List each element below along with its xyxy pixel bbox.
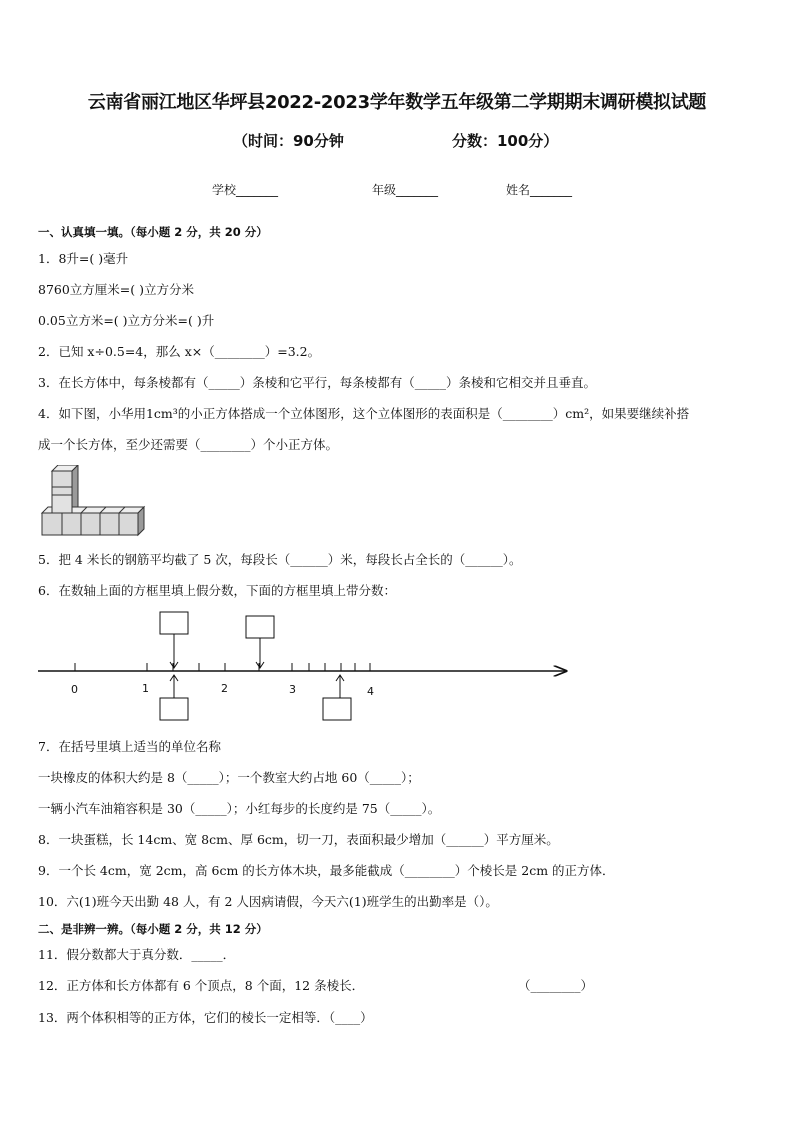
section-2-heading: 二、是非辨一辨。（每小题 2 分，共 12 分） [38, 922, 268, 936]
question-1-a: 1．8升=( )毫升 [38, 251, 129, 266]
question-12-answer: （________） [518, 978, 594, 993]
question-11: 11．假分数都大于真分数．_____． [38, 947, 236, 962]
school-field[interactable]: 学校_______ [212, 183, 279, 197]
answer-box-top-2 [246, 616, 274, 638]
section-1-heading: 一、认真填一填。（每小题 2 分，共 20 分） [38, 225, 268, 239]
number-line [34, 608, 574, 724]
label-4: 4 [367, 685, 374, 698]
question-5: 5．把 4 米长的钢筋平均截了 5 次，每段长（______）米，每段长占全长的（______）。 [38, 552, 522, 567]
label-2: 2 [221, 682, 228, 695]
question-6: 6．在数轴上面的方框里填上假分数，下面的方框里填上带分数： [38, 583, 396, 598]
grade-field[interactable]: 年级_______ [372, 183, 439, 197]
question-7-b: 一辆小汽车油箱容积是 30（_____）；小红每步的长度约是 75（_____）。 [38, 801, 441, 816]
cube-figure [38, 465, 160, 537]
exam-meta [0, 130, 794, 152]
answer-box-bottom-2 [323, 698, 351, 720]
label-0: 0 [71, 683, 78, 696]
question-7: 7．在括号里填上适当的单位名称 [38, 739, 221, 754]
question-2: 2．已知 x÷0.5=4，那么 x×（________）=3.2。 [38, 344, 321, 359]
question-10: 10．六(1)班今天出勤 48 人，有 2 人因病请假，今天六(1)班学生的出勤率是（）。 [38, 894, 498, 909]
question-4-line-2: 成一个长方体，至少还需要（________）个小正方体。 [38, 437, 339, 452]
label-1: 1 [142, 682, 149, 695]
answer-box-bottom-1 [160, 698, 188, 720]
question-9: 9．一个长 4cm，宽 2cm，高 6cm 的长方体木块，最多能截成（________）个棱长是 2cm 的正方体． [38, 863, 615, 878]
question-1-c: 0.05立方米=( )立方分米=( )升 [38, 313, 215, 328]
cube-front-stack [52, 495, 72, 513]
student-info [0, 181, 794, 201]
question-1-b: 8760立方厘米=( )立方分米 [38, 282, 195, 297]
exam-time: （时间：90分钟 [233, 132, 344, 150]
question-4-line-1: 4．如下图，小华用1cm³的小正方体搭成一个立体图形，这个立体图形的表面积是（________）cm²，如果要继续补搭 [38, 406, 690, 421]
answer-box-top-1 [160, 612, 188, 634]
exam-score: 分数：100分） [452, 132, 559, 150]
question-12: 12．正方体和长方体都有 6 个顶点，8 个面，12 条棱长． [38, 978, 365, 993]
question-3: 3．在长方体中，每条棱都有（_____）条棱和它平行，每条棱都有（_____）条棱和它相交并且垂直。 [38, 375, 596, 390]
exam-title: 云南省丽江地区华坪县2022-2023学年数学五年级第二学期期末调研模拟试题 [87, 92, 707, 113]
name-field[interactable]: 姓名_______ [506, 183, 573, 197]
question-7-a: 一块橡皮的体积大约是 8（_____）；一个教室大约占地 60（_____）； [38, 770, 420, 785]
label-3: 3 [289, 683, 296, 696]
question-8: 8．一块蛋糕，长 14cm、宽 8cm、厚 6cm，切一刀，表面积最少增加（______）平方厘米。 [38, 832, 559, 847]
question-13: 13．两个体积相等的正方体，它们的棱长一定相等．（____） [38, 1010, 373, 1025]
